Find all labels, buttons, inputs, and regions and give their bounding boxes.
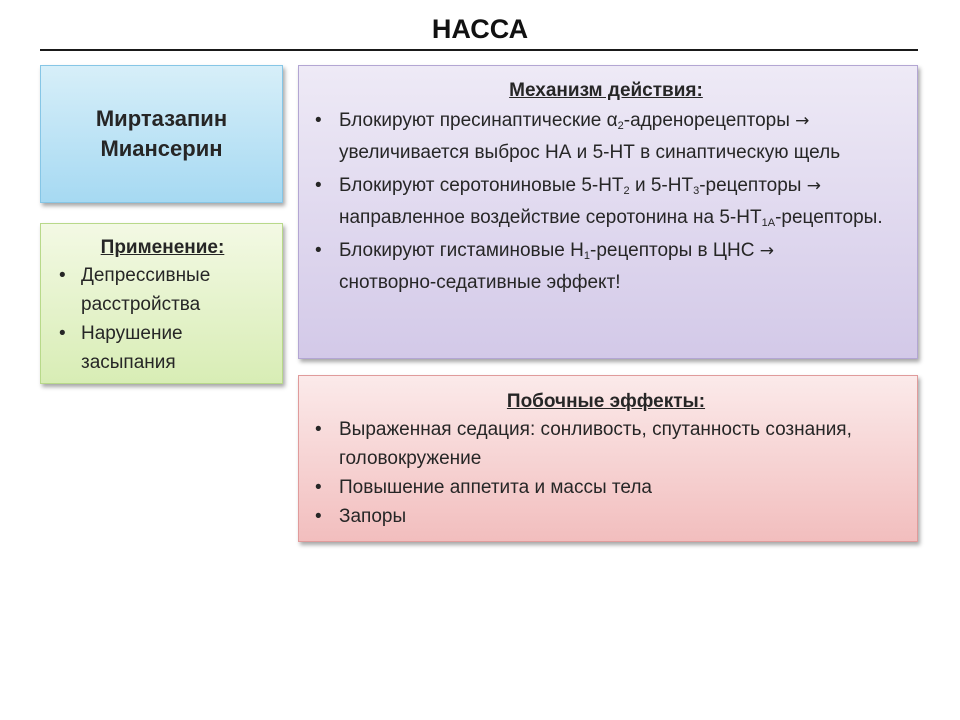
title-divider [40,49,918,51]
side-effects-list [309,415,903,531]
side-effect-item-sedation: • Выраженная седация: сонливость, спутанность сознания, головокружение [309,415,903,473]
side-effects-box [298,375,918,542]
mechanism-item-text: -рецепторы в ЦНС [590,240,755,261]
side-effects-heading: Побочные эффекты: [506,391,706,412]
drug-name-mirtazapine: Миртазапин [95,106,228,131]
application-box [40,223,283,384]
mechanism-item-text: увеличивается выброс НА и 5-НТ в синаптическую щель [339,142,841,163]
mechanism-item-alpha2 [309,105,903,169]
side-effect-item-constipation: • Запоры [309,502,903,531]
application-heading: Применение: [100,237,225,258]
drug-names-box [40,65,283,203]
mechanism-item-text: -рецепторы [699,175,802,196]
mechanism-item-text: Блокируют серотониновые 5-НТ [339,175,624,196]
slide-title: НАССА [431,14,529,44]
mechanism-item-text: -адренорецепторы [623,110,790,131]
mechanism-box [298,65,918,359]
mechanism-item-text: снотворно-седативные эффект! [339,272,621,293]
subscript: 2 [623,185,630,197]
side-effect-item-appetite: • Повышение аппетита и массы тела [309,473,903,502]
mechanism-list [309,105,903,299]
application-list [53,261,272,377]
arrow-right-icon: → [806,176,821,196]
subscript: 1 [583,250,590,262]
application-item-sleep: • Нарушение засыпания [53,319,272,377]
mechanism-item-text: и 5-НТ [629,175,694,196]
mechanism-item-text: Блокируют пресинаптические α [339,110,618,131]
mechanism-item-serotonin [309,170,903,234]
mechanism-item-text: -рецепторы. [775,207,883,228]
arrow-right-icon: → [759,241,774,261]
drug-name-mianserin: Миансерин [100,136,223,161]
mechanism-item-histamine [309,235,903,299]
subscript: 2 [617,120,624,132]
subscript: 1А [761,217,776,229]
mechanism-item-text: направленное воздействие серотонина на 5-НТ [339,207,762,228]
mechanism-heading: Механизм действия: [509,80,703,101]
arrow-right-icon: → [795,111,810,131]
application-item-depression: • Депрессивные расстройства [53,261,272,319]
mechanism-item-text: Блокируют гистаминовые Н [339,240,584,261]
subscript: 3 [693,185,700,197]
